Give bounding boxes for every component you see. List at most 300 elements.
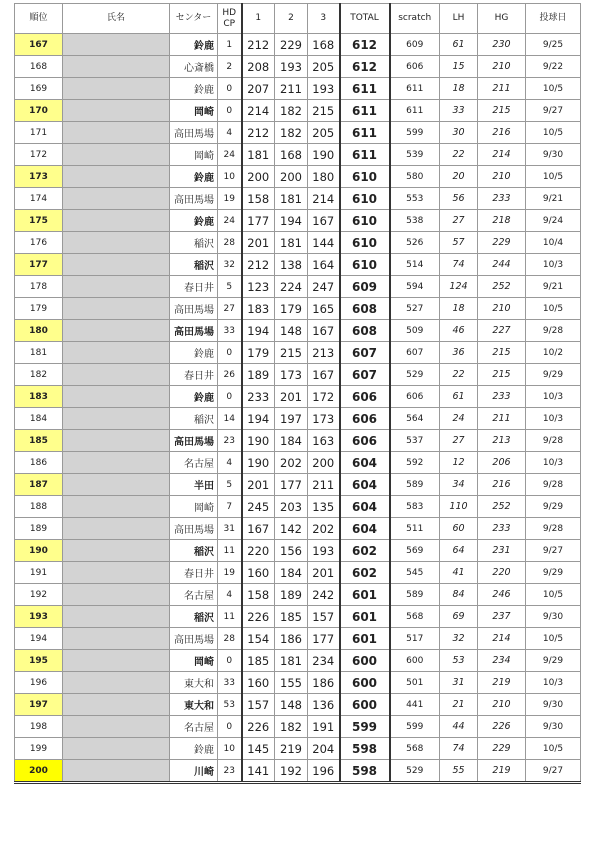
total-score: 610: [340, 232, 390, 254]
low-high-diff: 124: [440, 276, 478, 298]
low-high-diff: 33: [440, 100, 478, 122]
center-cell: 鈴鹿: [170, 78, 218, 100]
center-cell: 名古屋: [170, 452, 218, 474]
hdcp-cell: 7: [218, 496, 242, 518]
game1-score: 123: [242, 276, 275, 298]
game2-score: 148: [275, 694, 308, 716]
play-date: 9/28: [526, 430, 581, 452]
total-score: 607: [340, 364, 390, 386]
low-high-diff: 22: [440, 364, 478, 386]
hdcp-cell: 32: [218, 254, 242, 276]
rank-cell: 198: [15, 716, 63, 738]
game3-score: 211: [308, 474, 340, 496]
play-date: 9/30: [526, 144, 581, 166]
name-cell: [63, 386, 170, 408]
play-date: 10/3: [526, 408, 581, 430]
game2-score: 193: [275, 56, 308, 78]
table-row: [15, 650, 581, 672]
game3-score: 214: [308, 188, 340, 210]
low-high-diff: 56: [440, 188, 478, 210]
play-date: 9/22: [526, 56, 581, 78]
scratch-score: 441: [390, 694, 440, 716]
name-cell: [63, 716, 170, 738]
game3-score: 135: [308, 496, 340, 518]
game2-score: 192: [275, 760, 308, 783]
center-cell: 名古屋: [170, 716, 218, 738]
play-date: 10/3: [526, 452, 581, 474]
hdcp-cell: 28: [218, 628, 242, 650]
game2-score: 155: [275, 672, 308, 694]
rank-cell: 191: [15, 562, 63, 584]
game1-score: 190: [242, 430, 275, 452]
game2-score: 189: [275, 584, 308, 606]
center-cell: 高田馬場: [170, 518, 218, 540]
rank-cell: 167: [15, 34, 63, 56]
scratch-score: 580: [390, 166, 440, 188]
name-cell: [63, 584, 170, 606]
game2-score: 219: [275, 738, 308, 760]
center-cell: 岡崎: [170, 100, 218, 122]
total-score: 611: [340, 100, 390, 122]
play-date: 10/5: [526, 584, 581, 606]
name-cell: [63, 298, 170, 320]
table-row: [15, 100, 581, 122]
game3-score: 204: [308, 738, 340, 760]
game1-score: 212: [242, 254, 275, 276]
scratch-score: 539: [390, 144, 440, 166]
center-cell: 半田: [170, 474, 218, 496]
game3-score: 193: [308, 540, 340, 562]
game2-score: 211: [275, 78, 308, 100]
game1-score: 158: [242, 584, 275, 606]
total-score: 606: [340, 408, 390, 430]
header-center: センター: [170, 4, 218, 34]
rank-cell: 176: [15, 232, 63, 254]
hdcp-cell: 0: [218, 78, 242, 100]
total-score: 601: [340, 628, 390, 650]
rank-cell: 174: [15, 188, 63, 210]
game3-score: 186: [308, 672, 340, 694]
table-row: [15, 34, 581, 56]
game1-score: 189: [242, 364, 275, 386]
center-cell: 岡崎: [170, 650, 218, 672]
game3-score: 136: [308, 694, 340, 716]
high-game: 237: [478, 606, 526, 628]
game1-score: 141: [242, 760, 275, 783]
high-game: 214: [478, 144, 526, 166]
game2-score: 229: [275, 34, 308, 56]
hdcp-cell: 19: [218, 188, 242, 210]
center-cell: 岡崎: [170, 144, 218, 166]
game2-score: 138: [275, 254, 308, 276]
scratch-score: 553: [390, 188, 440, 210]
name-cell: [63, 452, 170, 474]
center-cell: 東大和: [170, 694, 218, 716]
total-score: 598: [340, 760, 390, 783]
name-cell: [63, 738, 170, 760]
game1-score: 245: [242, 496, 275, 518]
rank-cell: 178: [15, 276, 63, 298]
game1-score: 185: [242, 650, 275, 672]
scratch-score: 514: [390, 254, 440, 276]
header-total: TOTAL: [340, 4, 390, 34]
game2-score: 173: [275, 364, 308, 386]
hdcp-cell: 4: [218, 584, 242, 606]
name-cell: [63, 276, 170, 298]
game1-score: 208: [242, 56, 275, 78]
total-score: 604: [340, 518, 390, 540]
rank-cell: 173: [15, 166, 63, 188]
rank-cell: 189: [15, 518, 63, 540]
table-row: [15, 56, 581, 78]
game1-score: 220: [242, 540, 275, 562]
hdcp-cell: 11: [218, 540, 242, 562]
center-cell: 春日井: [170, 276, 218, 298]
header-game3: 3: [308, 4, 340, 34]
play-date: 10/3: [526, 386, 581, 408]
low-high-diff: 60: [440, 518, 478, 540]
scratch-score: 568: [390, 606, 440, 628]
high-game: 233: [478, 188, 526, 210]
low-high-diff: 24: [440, 408, 478, 430]
game3-score: 196: [308, 760, 340, 783]
game3-score: 167: [308, 320, 340, 342]
low-high-diff: 84: [440, 584, 478, 606]
total-score: 610: [340, 166, 390, 188]
total-score: 612: [340, 56, 390, 78]
total-score: 611: [340, 144, 390, 166]
game3-score: 234: [308, 650, 340, 672]
name-cell: [63, 474, 170, 496]
game3-score: 157: [308, 606, 340, 628]
center-cell: 鈴鹿: [170, 738, 218, 760]
low-high-diff: 22: [440, 144, 478, 166]
rank-cell: 177: [15, 254, 63, 276]
center-cell: 心斎橋: [170, 56, 218, 78]
name-cell: [63, 144, 170, 166]
rank-cell: 170: [15, 100, 63, 122]
rank-cell: 187: [15, 474, 63, 496]
high-game: 234: [478, 650, 526, 672]
total-score: 598: [340, 738, 390, 760]
game1-score: 207: [242, 78, 275, 100]
hdcp-cell: 0: [218, 342, 242, 364]
game1-score: 183: [242, 298, 275, 320]
low-high-diff: 21: [440, 694, 478, 716]
center-cell: 春日井: [170, 364, 218, 386]
high-game: 214: [478, 628, 526, 650]
game2-score: 168: [275, 144, 308, 166]
game1-score: 179: [242, 342, 275, 364]
low-high-diff: 41: [440, 562, 478, 584]
high-game: 218: [478, 210, 526, 232]
scratch-score: 606: [390, 386, 440, 408]
game2-score: 203: [275, 496, 308, 518]
center-cell: 名古屋: [170, 584, 218, 606]
scratch-score: 538: [390, 210, 440, 232]
play-date: 10/3: [526, 254, 581, 276]
hdcp-cell: 0: [218, 650, 242, 672]
game2-score: 194: [275, 210, 308, 232]
high-game: 215: [478, 364, 526, 386]
play-date: 10/5: [526, 78, 581, 100]
scratch-score: 511: [390, 518, 440, 540]
name-cell: [63, 760, 170, 783]
game1-score: 160: [242, 562, 275, 584]
table-row: [15, 584, 581, 606]
ranking-body: [15, 34, 581, 783]
game3-score: 164: [308, 254, 340, 276]
name-cell: [63, 56, 170, 78]
high-game: 229: [478, 232, 526, 254]
low-high-diff: 74: [440, 738, 478, 760]
center-cell: 高田馬場: [170, 320, 218, 342]
game1-score: 190: [242, 452, 275, 474]
play-date: 9/29: [526, 650, 581, 672]
high-game: 211: [478, 408, 526, 430]
high-game: 210: [478, 56, 526, 78]
scratch-score: 569: [390, 540, 440, 562]
game1-score: 226: [242, 606, 275, 628]
play-date: 9/27: [526, 100, 581, 122]
name-cell: [63, 210, 170, 232]
scratch-score: 599: [390, 122, 440, 144]
scratch-score: 526: [390, 232, 440, 254]
header-hdcp-line1: HD: [222, 7, 237, 18]
name-cell: [63, 232, 170, 254]
high-game: 206: [478, 452, 526, 474]
table-row: [15, 562, 581, 584]
rank-cell: 185: [15, 430, 63, 452]
center-cell: 鈴鹿: [170, 386, 218, 408]
low-high-diff: 57: [440, 232, 478, 254]
game3-score: 177: [308, 628, 340, 650]
total-score: 608: [340, 320, 390, 342]
game3-score: 201: [308, 562, 340, 584]
game2-score: 197: [275, 408, 308, 430]
rank-cell: 184: [15, 408, 63, 430]
game3-score: 190: [308, 144, 340, 166]
play-date: 9/30: [526, 606, 581, 628]
rank-cell: 179: [15, 298, 63, 320]
high-game: 244: [478, 254, 526, 276]
total-score: 611: [340, 78, 390, 100]
game3-score: 202: [308, 518, 340, 540]
center-cell: 稲沢: [170, 606, 218, 628]
scratch-score: 592: [390, 452, 440, 474]
game1-score: 154: [242, 628, 275, 650]
name-cell: [63, 650, 170, 672]
name-cell: [63, 408, 170, 430]
table-row: [15, 694, 581, 716]
game2-score: 182: [275, 122, 308, 144]
name-cell: [63, 78, 170, 100]
game1-score: 233: [242, 386, 275, 408]
center-cell: 稲沢: [170, 254, 218, 276]
hdcp-cell: 33: [218, 672, 242, 694]
rank-cell: 186: [15, 452, 63, 474]
game2-score: 201: [275, 386, 308, 408]
name-cell: [63, 320, 170, 342]
play-date: 10/5: [526, 298, 581, 320]
scratch-score: 537: [390, 430, 440, 452]
low-high-diff: 44: [440, 716, 478, 738]
center-cell: 鈴鹿: [170, 342, 218, 364]
rank-cell: 200: [15, 760, 63, 783]
total-score: 604: [340, 496, 390, 518]
table-row: [15, 628, 581, 650]
name-cell: [63, 430, 170, 452]
play-date: 10/3: [526, 672, 581, 694]
hdcp-cell: 10: [218, 738, 242, 760]
game2-score: 184: [275, 430, 308, 452]
play-date: 10/5: [526, 738, 581, 760]
center-cell: 川崎: [170, 760, 218, 783]
total-score: 609: [340, 276, 390, 298]
hdcp-cell: 0: [218, 386, 242, 408]
name-cell: [63, 562, 170, 584]
header-hdcp: [218, 4, 242, 34]
total-score: 600: [340, 650, 390, 672]
play-date: 9/28: [526, 320, 581, 342]
play-date: 10/4: [526, 232, 581, 254]
game3-score: 191: [308, 716, 340, 738]
scratch-score: 607: [390, 342, 440, 364]
hdcp-cell: 23: [218, 430, 242, 452]
high-game: 216: [478, 474, 526, 496]
play-date: 9/28: [526, 474, 581, 496]
rank-cell: 172: [15, 144, 63, 166]
rank-cell: 182: [15, 364, 63, 386]
total-score: 607: [340, 342, 390, 364]
total-score: 608: [340, 298, 390, 320]
total-score: 602: [340, 562, 390, 584]
hdcp-cell: 5: [218, 474, 242, 496]
hdcp-cell: 24: [218, 144, 242, 166]
name-cell: [63, 34, 170, 56]
name-cell: [63, 122, 170, 144]
rank-cell: 183: [15, 386, 63, 408]
game1-score: 158: [242, 188, 275, 210]
game1-score: 194: [242, 408, 275, 430]
low-high-diff: 64: [440, 540, 478, 562]
game1-score: 167: [242, 518, 275, 540]
hdcp-cell: 19: [218, 562, 242, 584]
game1-score: 177: [242, 210, 275, 232]
total-score: 604: [340, 474, 390, 496]
header-hg: HG: [478, 4, 526, 34]
table-row: [15, 232, 581, 254]
header-game2: 2: [275, 4, 308, 34]
center-cell: 高田馬場: [170, 122, 218, 144]
game3-score: 200: [308, 452, 340, 474]
total-score: 604: [340, 452, 390, 474]
game2-score: 177: [275, 474, 308, 496]
game1-score: 145: [242, 738, 275, 760]
low-high-diff: 61: [440, 386, 478, 408]
high-game: 226: [478, 716, 526, 738]
center-cell: 高田馬場: [170, 430, 218, 452]
low-high-diff: 27: [440, 430, 478, 452]
high-game: 211: [478, 78, 526, 100]
total-score: 600: [340, 694, 390, 716]
header-rank: 順位: [15, 4, 63, 34]
center-cell: 東大和: [170, 672, 218, 694]
game3-score: 167: [308, 364, 340, 386]
game3-score: 167: [308, 210, 340, 232]
table-row: [15, 760, 581, 783]
low-high-diff: 46: [440, 320, 478, 342]
high-game: 215: [478, 100, 526, 122]
hdcp-cell: 2: [218, 56, 242, 78]
high-game: 213: [478, 430, 526, 452]
name-cell: [63, 628, 170, 650]
play-date: 10/2: [526, 342, 581, 364]
game2-score: 215: [275, 342, 308, 364]
game3-score: 215: [308, 100, 340, 122]
total-score: 610: [340, 210, 390, 232]
game1-score: 212: [242, 122, 275, 144]
center-cell: 稲沢: [170, 540, 218, 562]
game3-score: 213: [308, 342, 340, 364]
total-score: 599: [340, 716, 390, 738]
rank-cell: 194: [15, 628, 63, 650]
table-row: [15, 716, 581, 738]
play-date: 10/5: [526, 628, 581, 650]
table-row: [15, 474, 581, 496]
rank-cell: 168: [15, 56, 63, 78]
game2-score: 185: [275, 606, 308, 628]
low-high-diff: 18: [440, 78, 478, 100]
name-cell: [63, 364, 170, 386]
low-high-diff: 20: [440, 166, 478, 188]
game2-score: 181: [275, 188, 308, 210]
center-cell: 高田馬場: [170, 628, 218, 650]
name-cell: [63, 606, 170, 628]
rank-cell: 175: [15, 210, 63, 232]
rank-cell: 195: [15, 650, 63, 672]
game2-score: 181: [275, 232, 308, 254]
high-game: 246: [478, 584, 526, 606]
total-score: 610: [340, 188, 390, 210]
game2-score: 156: [275, 540, 308, 562]
scratch-score: 501: [390, 672, 440, 694]
low-high-diff: 74: [440, 254, 478, 276]
play-date: 10/5: [526, 122, 581, 144]
game1-score: 201: [242, 474, 275, 496]
hdcp-cell: 5: [218, 276, 242, 298]
game3-score: 205: [308, 56, 340, 78]
scratch-score: 609: [390, 34, 440, 56]
hdcp-cell: 24: [218, 210, 242, 232]
scratch-score: 611: [390, 100, 440, 122]
hdcp-cell: 0: [218, 100, 242, 122]
total-score: 612: [340, 34, 390, 56]
hdcp-cell: 33: [218, 320, 242, 342]
high-game: 252: [478, 496, 526, 518]
table-row: [15, 320, 581, 342]
table-row: [15, 452, 581, 474]
low-high-diff: 12: [440, 452, 478, 474]
low-high-diff: 61: [440, 34, 478, 56]
game1-score: 201: [242, 232, 275, 254]
play-date: 9/24: [526, 210, 581, 232]
hdcp-cell: 14: [218, 408, 242, 430]
game2-score: 179: [275, 298, 308, 320]
scratch-score: 529: [390, 760, 440, 783]
game2-score: 182: [275, 716, 308, 738]
total-score: 601: [340, 606, 390, 628]
